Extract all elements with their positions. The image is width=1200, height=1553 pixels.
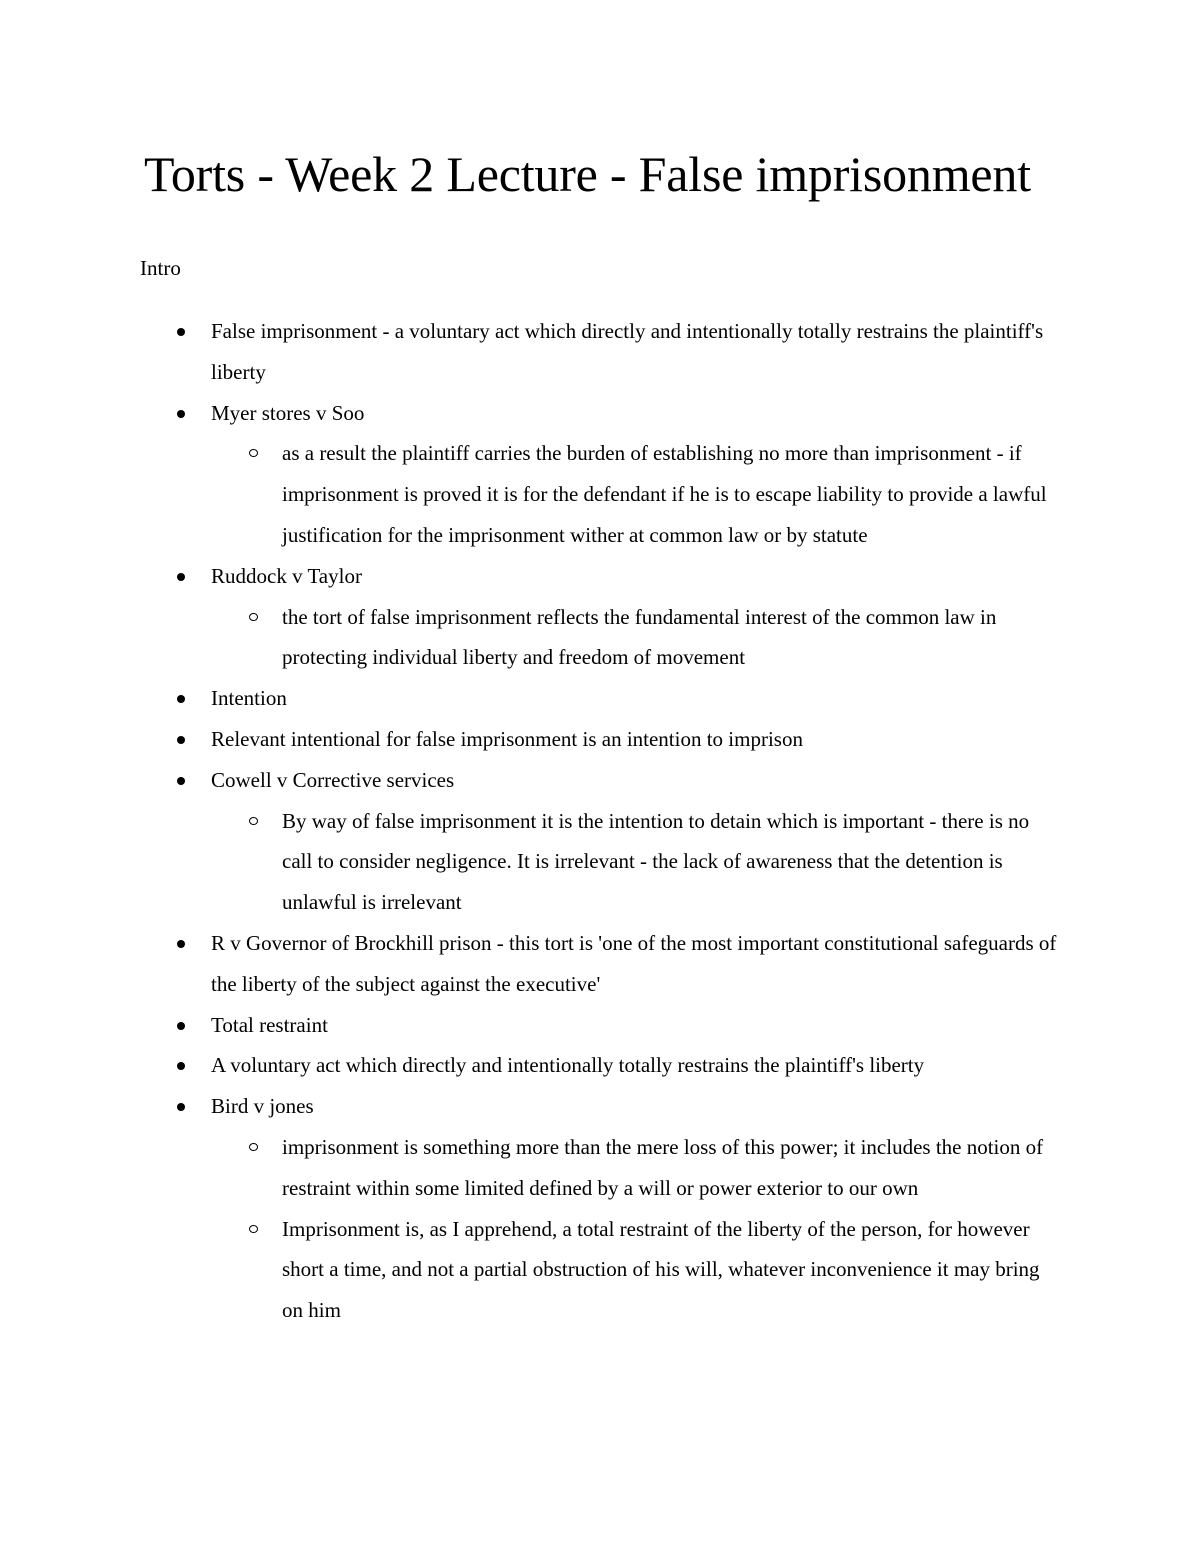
list-item-text: the tort of false imprisonment reflects the fundamental interest of the common law in protecting individual liberty and freedom of movement bbox=[282, 604, 997, 670]
bullet-icon bbox=[177, 328, 185, 336]
list-item-text: R v Governor of Brockhill prison - this tort is 'one of the most important constitutional safeguards of the liberty of the subject against the executive' bbox=[211, 930, 1057, 996]
sub-list-item bbox=[0, 801, 1200, 923]
list-item bbox=[0, 719, 1200, 760]
bullet-icon bbox=[177, 940, 185, 948]
list-item-text: imprisonment is something more than the mere loss of this power; it includes the notion of restraint within some limited defined by a will or power exterior to our own bbox=[282, 1134, 1044, 1200]
list-item bbox=[0, 1045, 1200, 1086]
hollow-bullet-icon bbox=[249, 449, 258, 457]
list-item-text: Imprisonment is, as I apprehend, a total restraint of the liberty of the person, for however short a time, and not a partial obstruction of his will, whatever inconvenience it may bring on him bbox=[282, 1216, 1040, 1323]
list-item-text: Cowell v Corrective services bbox=[211, 767, 455, 792]
bullet-list bbox=[0, 311, 1200, 1331]
list-item bbox=[0, 1086, 1200, 1127]
list-item bbox=[0, 556, 1200, 597]
section-label: Intro bbox=[140, 256, 181, 280]
list-item-text: False imprisonment - a voluntary act which directly and intentionally totally restrains the plaintiff's liberty bbox=[211, 319, 1044, 384]
list-item-text: Bird v jones bbox=[211, 1094, 314, 1119]
bullet-icon bbox=[177, 695, 185, 703]
hollow-bullet-icon bbox=[249, 817, 258, 825]
list-item-text: as a result the plaintiff carries the burden of establishing no more than imprisonment - if imprisonment is proved it is for the defendant if he is to escape liability to provide a lawful justification for the imprisonment wither at common law or by statute bbox=[282, 441, 1047, 547]
sub-list-item bbox=[0, 597, 1200, 679]
list-item bbox=[0, 923, 1200, 1005]
list-item-text: By way of false imprisonment it is the intention to detain which is important - there is no call to consider negligence. It is irrelevant - the lack of awareness that the detention is unlawful is irrelevant bbox=[282, 808, 1030, 915]
list-item-text: Intention bbox=[211, 686, 287, 711]
bullet-icon bbox=[177, 1062, 185, 1070]
hollow-bullet-icon bbox=[249, 1225, 258, 1233]
sub-list-item bbox=[0, 433, 1200, 555]
hollow-bullet-icon bbox=[249, 613, 258, 621]
list-item bbox=[0, 393, 1200, 434]
list-item bbox=[0, 678, 1200, 719]
list-item bbox=[0, 311, 1200, 393]
sub-list-item bbox=[0, 1209, 1200, 1331]
bullet-icon bbox=[177, 410, 185, 418]
bullet-icon bbox=[177, 777, 185, 785]
list-item bbox=[0, 1005, 1200, 1046]
bullet-icon bbox=[177, 1103, 185, 1111]
list-item-text: Ruddock v Taylor bbox=[211, 563, 362, 588]
bullet-icon bbox=[177, 573, 185, 581]
list-item-text: Myer stores v Soo bbox=[211, 400, 365, 425]
list-item-text: Total restraint bbox=[211, 1012, 328, 1037]
page-title: Torts - Week 2 Lecture - False imprisonment bbox=[144, 146, 1031, 202]
sub-list-item bbox=[0, 1127, 1200, 1209]
list-item-text: Relevant intentional for false imprisonment is an intention to imprison bbox=[211, 726, 803, 751]
bullet-icon bbox=[177, 736, 185, 744]
hollow-bullet-icon bbox=[249, 1143, 258, 1151]
list-item bbox=[0, 760, 1200, 801]
list-item-text: A voluntary act which directly and intentionally totally restrains the plaintiff's liberty bbox=[211, 1053, 925, 1078]
bullet-icon bbox=[177, 1022, 185, 1030]
